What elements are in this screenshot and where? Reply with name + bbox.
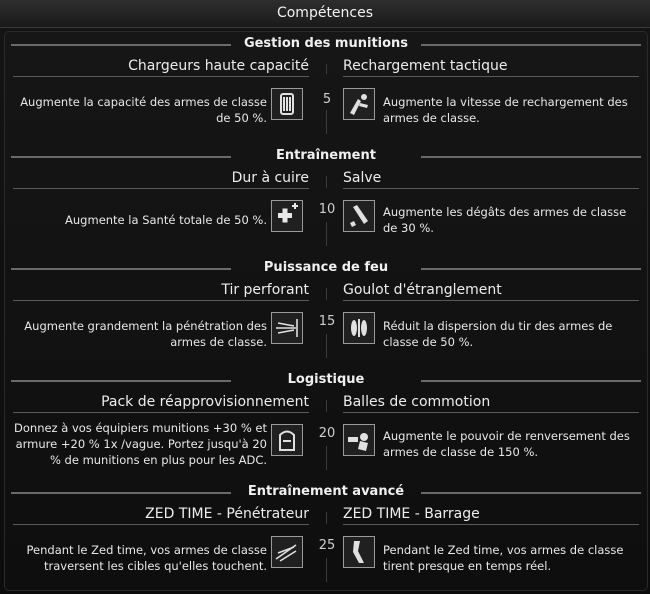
health-plus-icon[interactable] [271,200,303,232]
zed-penetrator-icon[interactable] [271,536,303,568]
tier-level: 25 [318,538,336,553]
concussion-icon[interactable] [343,424,375,456]
backpack-icon[interactable] [271,424,303,456]
magazine-icon[interactable] [271,88,303,120]
divider [421,268,641,270]
divider [326,558,327,582]
tier-level: 10 [318,202,336,217]
skill-desc-left: Pendant le Zed time, vos armes de classe traversent les cibles qu'elles touchent. [26,543,267,573]
skill-tier-1 [5,34,647,146]
divider [13,300,309,301]
skill-name-left[interactable]: Dur à cuire [231,170,309,186]
shell-damage-icon[interactable] [343,200,375,232]
tier-level: 20 [318,426,336,441]
divider [326,110,327,134]
divider [421,44,641,46]
zed-barrage-icon[interactable] [343,536,375,568]
divider [326,64,327,74]
window-title: Compétences [0,0,650,28]
skills-panel [4,31,648,591]
penetration-icon[interactable] [271,312,303,344]
divider [326,400,327,412]
divider [13,76,309,77]
tier-level: 15 [318,314,336,329]
divider [343,524,639,525]
skill-name-left[interactable]: ZED TIME - Pénétrateur [145,506,309,522]
skill-name-right[interactable]: Rechargement tactique [343,58,508,74]
divider [13,188,309,189]
choke-icon[interactable] [343,312,375,344]
divider [13,412,309,413]
skill-name-right[interactable]: Goulot d'étranglement [343,282,502,298]
divider [343,300,639,301]
reload-icon[interactable] [343,88,375,120]
skill-desc-left: Augmente grandement la pénétration des armes de classe. [24,319,267,349]
divider [326,446,327,470]
skill-desc-left: Augmente la Santé totale de 50 %. [65,213,267,227]
divider [13,524,309,525]
divider [326,334,327,358]
divider [421,380,641,382]
tier-title: Gestion des munitions [243,36,409,51]
tier-level: 5 [322,92,332,107]
tier-title: Entraînement [276,148,376,163]
divider [421,492,641,494]
skill-name-right[interactable]: Salve [343,170,382,186]
skill-desc-right: Augmente le pouvoir de renversement des armes de classe de 150 %. [383,429,630,459]
skill-name-left[interactable]: Tir perforant [221,282,309,298]
divider [343,76,639,77]
tier-title: Puissance de feu [263,260,389,275]
divider [326,222,327,246]
divider [343,188,639,189]
skill-name-left[interactable]: Chargeurs haute capacité [128,58,309,74]
skill-desc-right: Réduit la dispersion du tir des armes de classe de 50 %. [383,319,613,349]
skill-tier-5 [5,482,647,594]
divider [326,176,327,188]
skill-name-left[interactable]: Pack de réapprovisionnement [101,394,309,410]
divider [326,512,327,524]
skill-desc-left: Donnez à vos équipiers munitions +30 % et armure +20 % 1x /vague. Portez jusqu'à 20 % de munitions en plus pour les ADC. [14,421,267,467]
skill-desc-right: Pendant le Zed time, vos armes de classe tirent presque en temps réel. [383,543,624,573]
skill-name-right[interactable]: ZED TIME - Barrage [343,506,480,522]
divider [343,412,639,413]
skill-tier-2 [5,146,647,258]
skill-desc-right: Augmente les dégâts des armes de classe de 30 %. [383,205,627,235]
skill-name-right[interactable]: Balles de commotion [343,394,491,410]
skill-desc-right: Augmente la vitesse de rechargement des armes de classe. [383,95,628,125]
tier-title: Entraînement avancé [247,484,405,499]
skill-tier-3 [5,258,647,370]
skill-tier-4 [5,370,647,482]
divider [421,156,641,158]
skill-desc-left: Augmente la capacité des armes de classe de 50 %. [20,95,267,125]
tier-title: Logistique [287,372,365,387]
divider [326,288,327,300]
